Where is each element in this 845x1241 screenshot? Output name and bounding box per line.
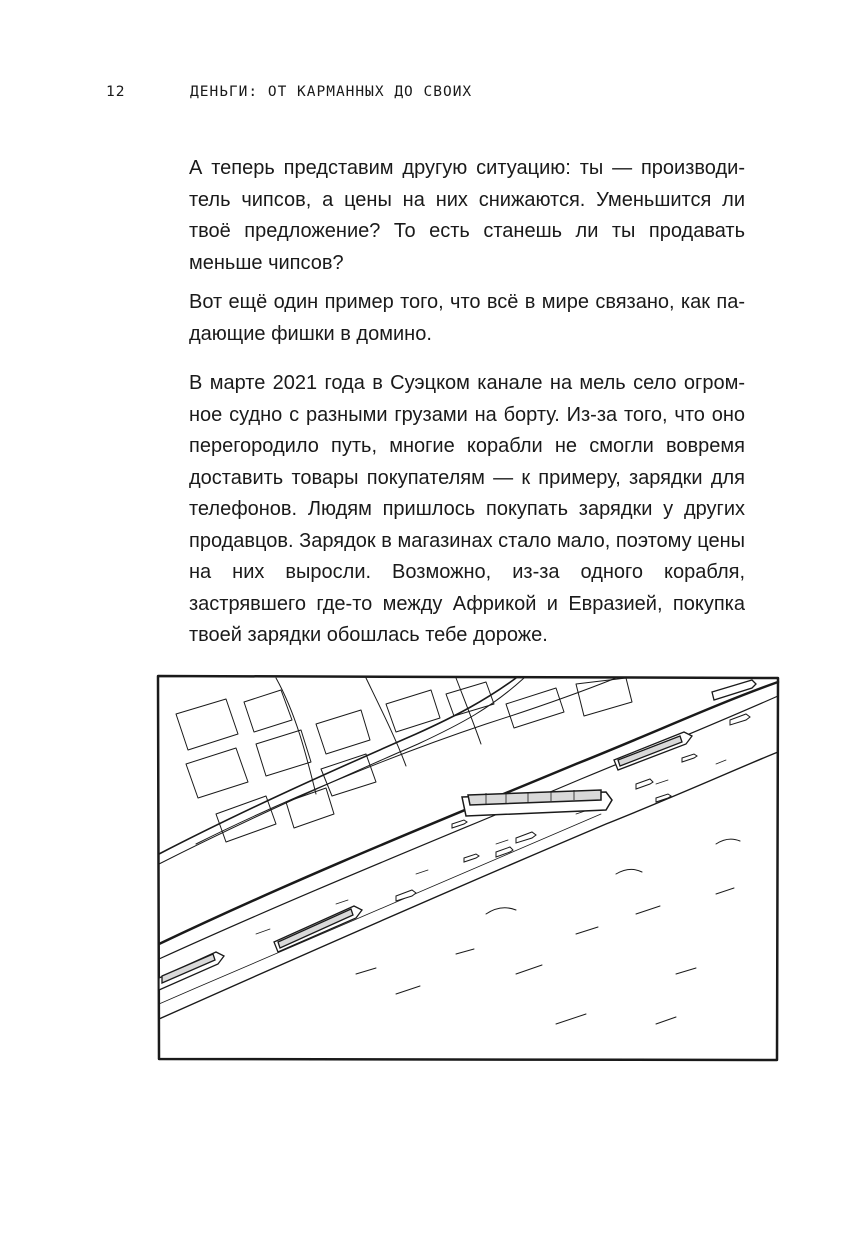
paragraph-chips-supply: А теперь представим другую ситуацию: ты — производитель чипсов, а цены на них снижаются. Уменьшится ли твоё предложение? То есть станешь ли ты продавать меньше чипсов? (189, 157, 745, 274)
book-title: ДЕНЬГИ: ОТ КАРМАННЫХ ДО СВОИХ (190, 84, 473, 100)
suez-canal-illustration (156, 674, 780, 1062)
paragraph-suez-canal: В марте 2021 года в Суэцком канале на мель село огромное судно с разными грузами на борту. Из-за того, что оно перегородило путь, многие корабли не смогли вовремя доставить товары покупателям — к примеру, зарядки для телефонов. Людям пришлось покупать зарядки у других продавцов. Зарядок в магазинах стало мало, поэтому цены на них выросли. Возможно, из-за одного корабля, застрявшего где-то между Африкой и Евразией, покупка твоей зарядки обошлась тебе дороже. (189, 372, 745, 646)
page-number: 12 (106, 84, 126, 100)
paragraph-domino: Вот ещё один пример того, что всё в мире связано, как падающие фишки в домино. (189, 291, 745, 345)
suez-canal-ships-icon (156, 674, 780, 1062)
